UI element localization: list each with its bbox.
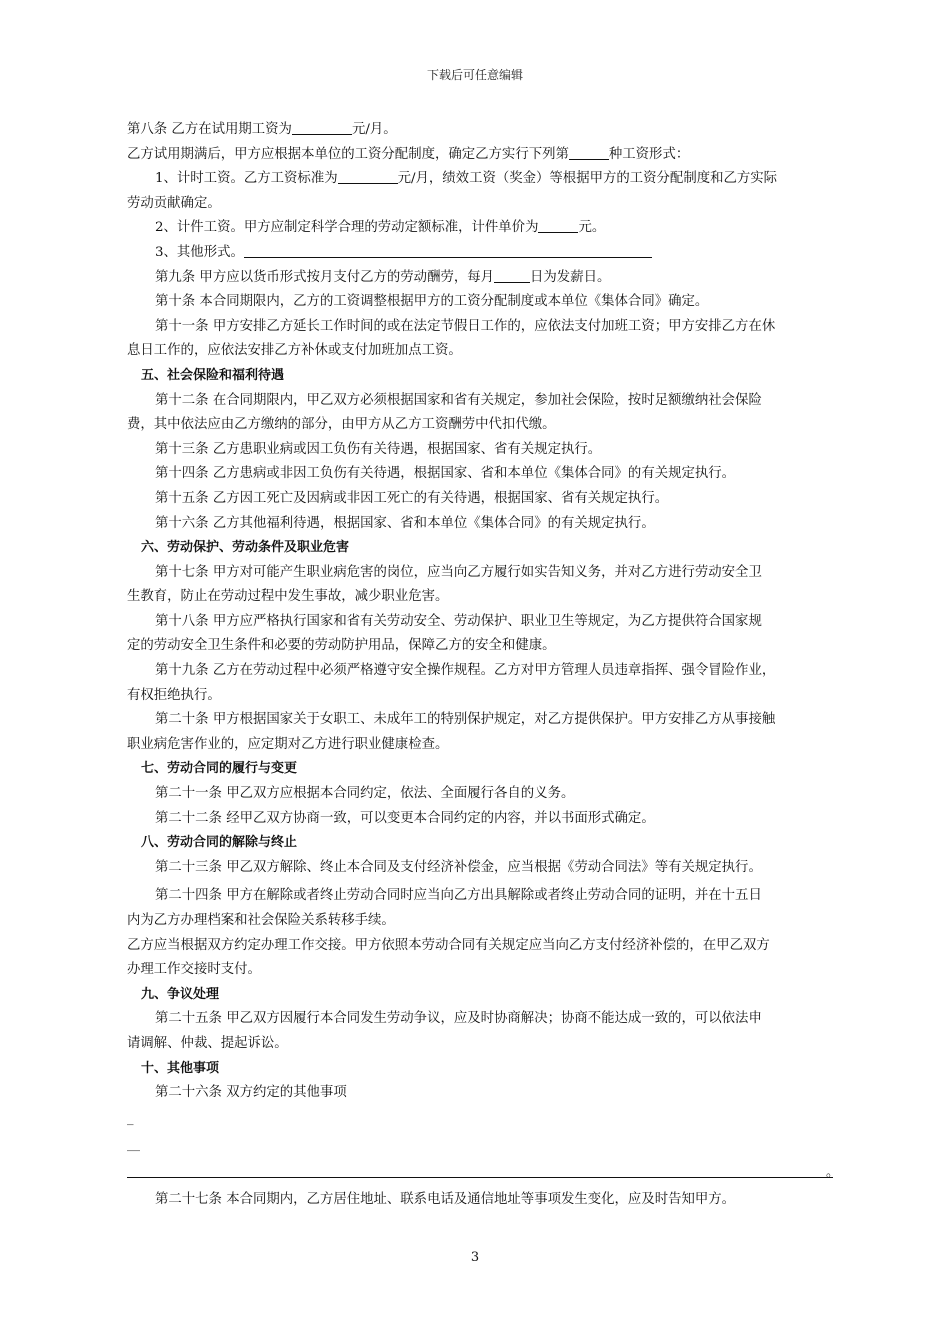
article-9 — [127, 266, 833, 291]
article-18-line-1: 第十八条 甲方应严格执行国家和省有关劳动安全、劳动保护、职业卫生等规定，为乙方提供符合国家规 — [155, 613, 762, 629]
article-22: 第二十二条 经甲乙双方协商一致，可以变更本合同约定的内容，并以书面形式确定。 — [155, 810, 655, 826]
article-26-end-mark: 。 — [825, 1164, 839, 1180]
piece-rate-blank — [538, 218, 578, 233]
wage-option-1-text: 1、计时工资。乙方工资标准为 — [155, 171, 338, 187]
wage-option-3-text: 3、其他形式。 — [155, 244, 244, 260]
article-12-line-1: 第十二条 在合同期限内，甲乙双方必须根据国家和省有关规定，参加社会保险，按时足额缴纳社会保险 — [155, 392, 762, 408]
article-8-line-2-tail: 种工资形式： — [608, 146, 690, 162]
article-16: 第十六条 乙方其他福利待遇，根据国家、省和本单位《集体合同》的有关规定执行。 — [155, 515, 655, 531]
blank-rule — [127, 1177, 833, 1178]
article-20-line-1: 第二十条 甲方根据国家关于女职工、未成年工的特别保护规定，对乙方提供保护。甲方安排乙方从事接触 — [155, 712, 776, 728]
article-25-line-1: 第二十五条 甲乙双方因履行本合同发生劳动争议，应及时协商解决；协商不能达成一致的，可以依法申 — [155, 1011, 762, 1027]
hourly-wage-blank — [338, 169, 398, 184]
section-9-heading: 九、争议处理 — [141, 986, 220, 1002]
wage-option-1-cont: 劳动贡献确定。 — [127, 195, 221, 211]
section-5-heading: 五、社会保险和福利待遇 — [141, 367, 285, 383]
page-header: 下载后可任意编辑 — [426, 68, 523, 82]
article-17-line-2: 生教育，防止在劳动过程中发生事故，减少职业危害。 — [127, 589, 449, 605]
article-26-blank-2: __ — [127, 1136, 140, 1152]
article-21: 第二十一条 甲乙双方应根据本合同约定，依法、全面履行各自的义务。 — [155, 786, 575, 802]
section-6-heading: 六、劳动保护、劳动条件及职业危害 — [141, 540, 350, 556]
article-17-line-1: 第十七条 甲方对可能产生职业病危害的岗位，应当向乙方履行如实告知义务，并对乙方进行劳动安全卫 — [155, 564, 762, 580]
article-13: 第十三条 乙方患职业病或因工负伤有关待遇，根据国家、省有关规定执行。 — [155, 441, 602, 457]
article-26-line-1: 第二十六条 双方约定的其他事项 — [155, 1085, 347, 1101]
article-24-line-2: 内为乙方办理档案和社会保险关系转移手续。 — [127, 913, 395, 928]
article-26-blank-1: _ — [127, 1110, 134, 1126]
article-19-line-1: 第十九条 乙方在劳动过程中必须严格遵守安全操作规程。乙方对甲方管理人员违章指挥、强令冒险作业， — [155, 663, 776, 679]
section-7-heading: 七、劳动合同的履行与变更 — [141, 761, 298, 777]
article-8-text: 第八条 乙方在试用期工资为 — [127, 122, 292, 137]
article-9-tail: 日为发薪日。 — [530, 269, 611, 285]
document-body — [127, 118, 839, 1212]
section-8-heading: 八、劳动合同的解除与终止 — [141, 835, 298, 851]
wage-option-2 — [127, 216, 833, 241]
wage-form-number-blank — [569, 145, 609, 160]
other-form-blank — [244, 243, 652, 258]
article-8-unit: 元/月。 — [351, 122, 397, 137]
wage-option-1-tail: 元/月，绩效工资（奖金）等根据甲方的工资分配制度和乙方实际 — [397, 171, 778, 187]
article-12-line-2: 费，其中依法应由乙方缴纳的部分，由甲方从乙方工资酬劳中代扣代缴。 — [127, 417, 556, 433]
article-23: 第二十三条 甲乙双方解除、终止本合同及支付经济补偿金，应当根据《劳动合同法》等有关规定执行。 — [155, 859, 762, 875]
article-10: 第十条 本合同期限内，乙方的工资调整根据甲方的工资分配制度或本单位《集体合同》确定。 — [155, 294, 709, 310]
article-8-line-2-text: 乙方试用期满后，甲方应根据本单位的工资分配制度，确定乙方实行下列第 — [127, 146, 569, 162]
article-24-line-3: 乙方应当根据双方约定办理工作交接。甲方依照本劳动合同有关规定应当向乙方支付经济补偿的，在甲乙双方 — [127, 937, 770, 953]
article-15: 第十五条 乙方因工死亡及因病或非因工死亡的有关待遇，根据国家、省有关规定执行。 — [155, 490, 669, 506]
article-11-line-2: 息日工作的，应依法安排乙方补休或支付加班加点工资。 — [127, 343, 462, 359]
article-8-line-2 — [127, 143, 833, 168]
article-19-line-2: 有权拒绝执行。 — [127, 687, 221, 703]
article-25-line-2: 请调解、仲裁、提起诉讼。 — [127, 1035, 288, 1051]
wage-option-2-text: 2、计件工资。甲方应制定科学合理的劳动定额标准，计件单价为 — [155, 220, 539, 236]
probation-salary-blank — [292, 120, 352, 135]
article-26-blank-line — [127, 1158, 839, 1184]
article-9-text: 第九条 甲方应以货币形式按月支付乙方的劳动酬劳，每月 — [155, 269, 495, 285]
payday-blank — [494, 268, 530, 283]
article-27: 第二十七条 本合同期内，乙方居住地址、联系电话及通信地址等事项发生变化，应及时告知甲方。 — [155, 1191, 736, 1207]
wage-option-2-tail: 元。 — [578, 220, 606, 236]
article-14: 第十四条 乙方患病或非因工负伤有关待遇，根据国家、省和本单位《集体合同》的有关规定执行。 — [155, 466, 736, 482]
article-11-line-1: 第十一条 甲方安排乙方延长工作时间的或在法定节假日工作的，应依法支付加班工资；甲方安排乙方在休 — [155, 318, 776, 334]
section-10-heading: 十、其他事项 — [141, 1060, 220, 1076]
article-18-line-2: 定的劳动安全卫生条件和必要的劳动防护用品，保障乙方的安全和健康。 — [127, 638, 556, 654]
article-20-line-2: 职业病危害作业的，应定期对乙方进行职业健康检查。 — [127, 736, 449, 752]
article-24-line-1: 第二十四条 甲方在解除或者终止劳动合同时应当向乙方出具解除或者终止劳动合同的证明，并在十五日 — [155, 888, 762, 904]
wage-option-1 — [127, 167, 833, 192]
article-8-line-1 — [127, 118, 833, 143]
page-number: 3 — [470, 1250, 480, 1265]
article-24-line-4: 办理工作交接时支付。 — [127, 962, 261, 978]
wage-option-3 — [127, 241, 833, 266]
